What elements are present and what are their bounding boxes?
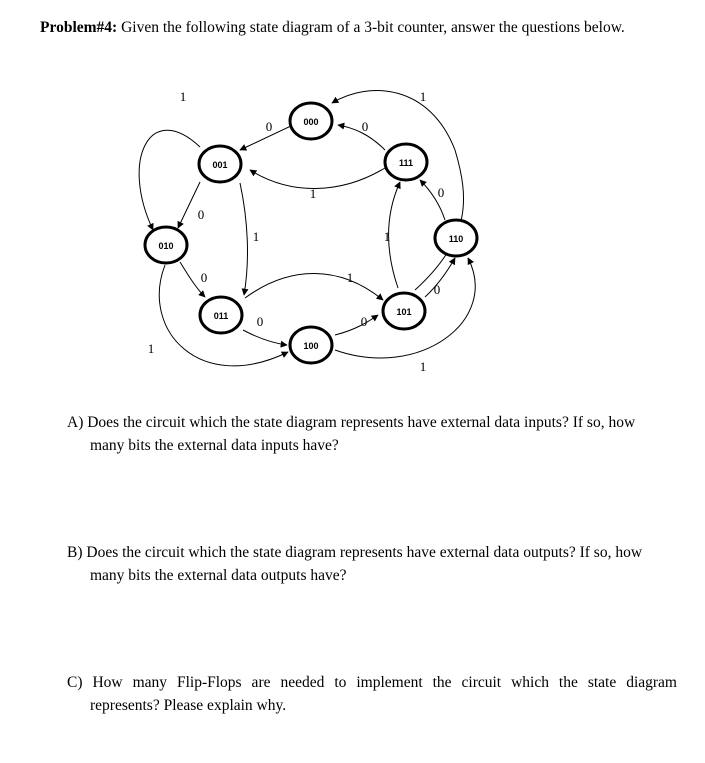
edge-label-outer-top-right: 1 [419,89,427,104]
edge-label-outer-top-left: 1 [179,89,187,104]
question-a-line2: many bits the external data inputs have? [90,437,339,454]
edge-label-011-100: 0 [256,314,264,329]
edge-label-outer-bottom-left: 1 [147,341,155,356]
edge-label-011-101: 1 [346,270,354,285]
edge-001-010-outer [139,130,200,230]
edge-label-111-001: 1 [309,186,317,201]
state-label-111: 111 [398,158,414,168]
problem-label: Problem#4: [40,19,118,36]
state-label-100: 100 [303,341,319,351]
edge-001-010 [178,182,200,228]
question-b-line2: many bits the external data outputs have? [90,567,347,584]
state-label-010: 010 [158,241,174,251]
problem-text: Given the following state diagram of a 3-bit counter, answer the questions below. [117,19,625,36]
question-c-line1: C) How many Flip-Flops are needed to implement the circuit which the state diagram [67,674,677,691]
edge-label-001-010: 0 [197,207,205,222]
edge-label-010-011: 0 [200,270,208,285]
edge-011-101 [245,273,383,300]
edge-111-001 [250,168,385,189]
edge-label-101-111: 1 [383,229,391,244]
state-label-011: 011 [213,311,229,321]
edge-label-outer-bottom-right: 1 [419,359,427,374]
edge-label-100-101: 0 [360,314,368,329]
edge-label-101-110: 0 [433,282,441,297]
edge-label-000-001: 0 [265,119,273,134]
question-c [67,671,677,717]
edge-label-110-111: 0 [437,185,445,200]
edge-011-100 [243,330,287,345]
question-b [67,541,677,587]
question-b-line1: B) Does the circuit which the state diagram represents have external data outputs? If so, how [67,544,643,561]
state-label-101: 101 [396,307,412,317]
state-label-110: 110 [448,234,464,244]
edge-100-101 [335,315,378,335]
state-label-001: 001 [212,160,228,170]
edge-label-001-011: 1 [252,229,260,244]
edge-001-011 [240,183,247,295]
question-a-line1: A) Does the circuit which the state diagram represents have external data inputs? If so, how [67,414,636,431]
question-c-line2: represents? Please explain why. [90,697,287,714]
question-a [67,411,677,457]
edge-label-111-000: 0 [361,119,369,134]
state-label-000: 000 [303,117,319,127]
